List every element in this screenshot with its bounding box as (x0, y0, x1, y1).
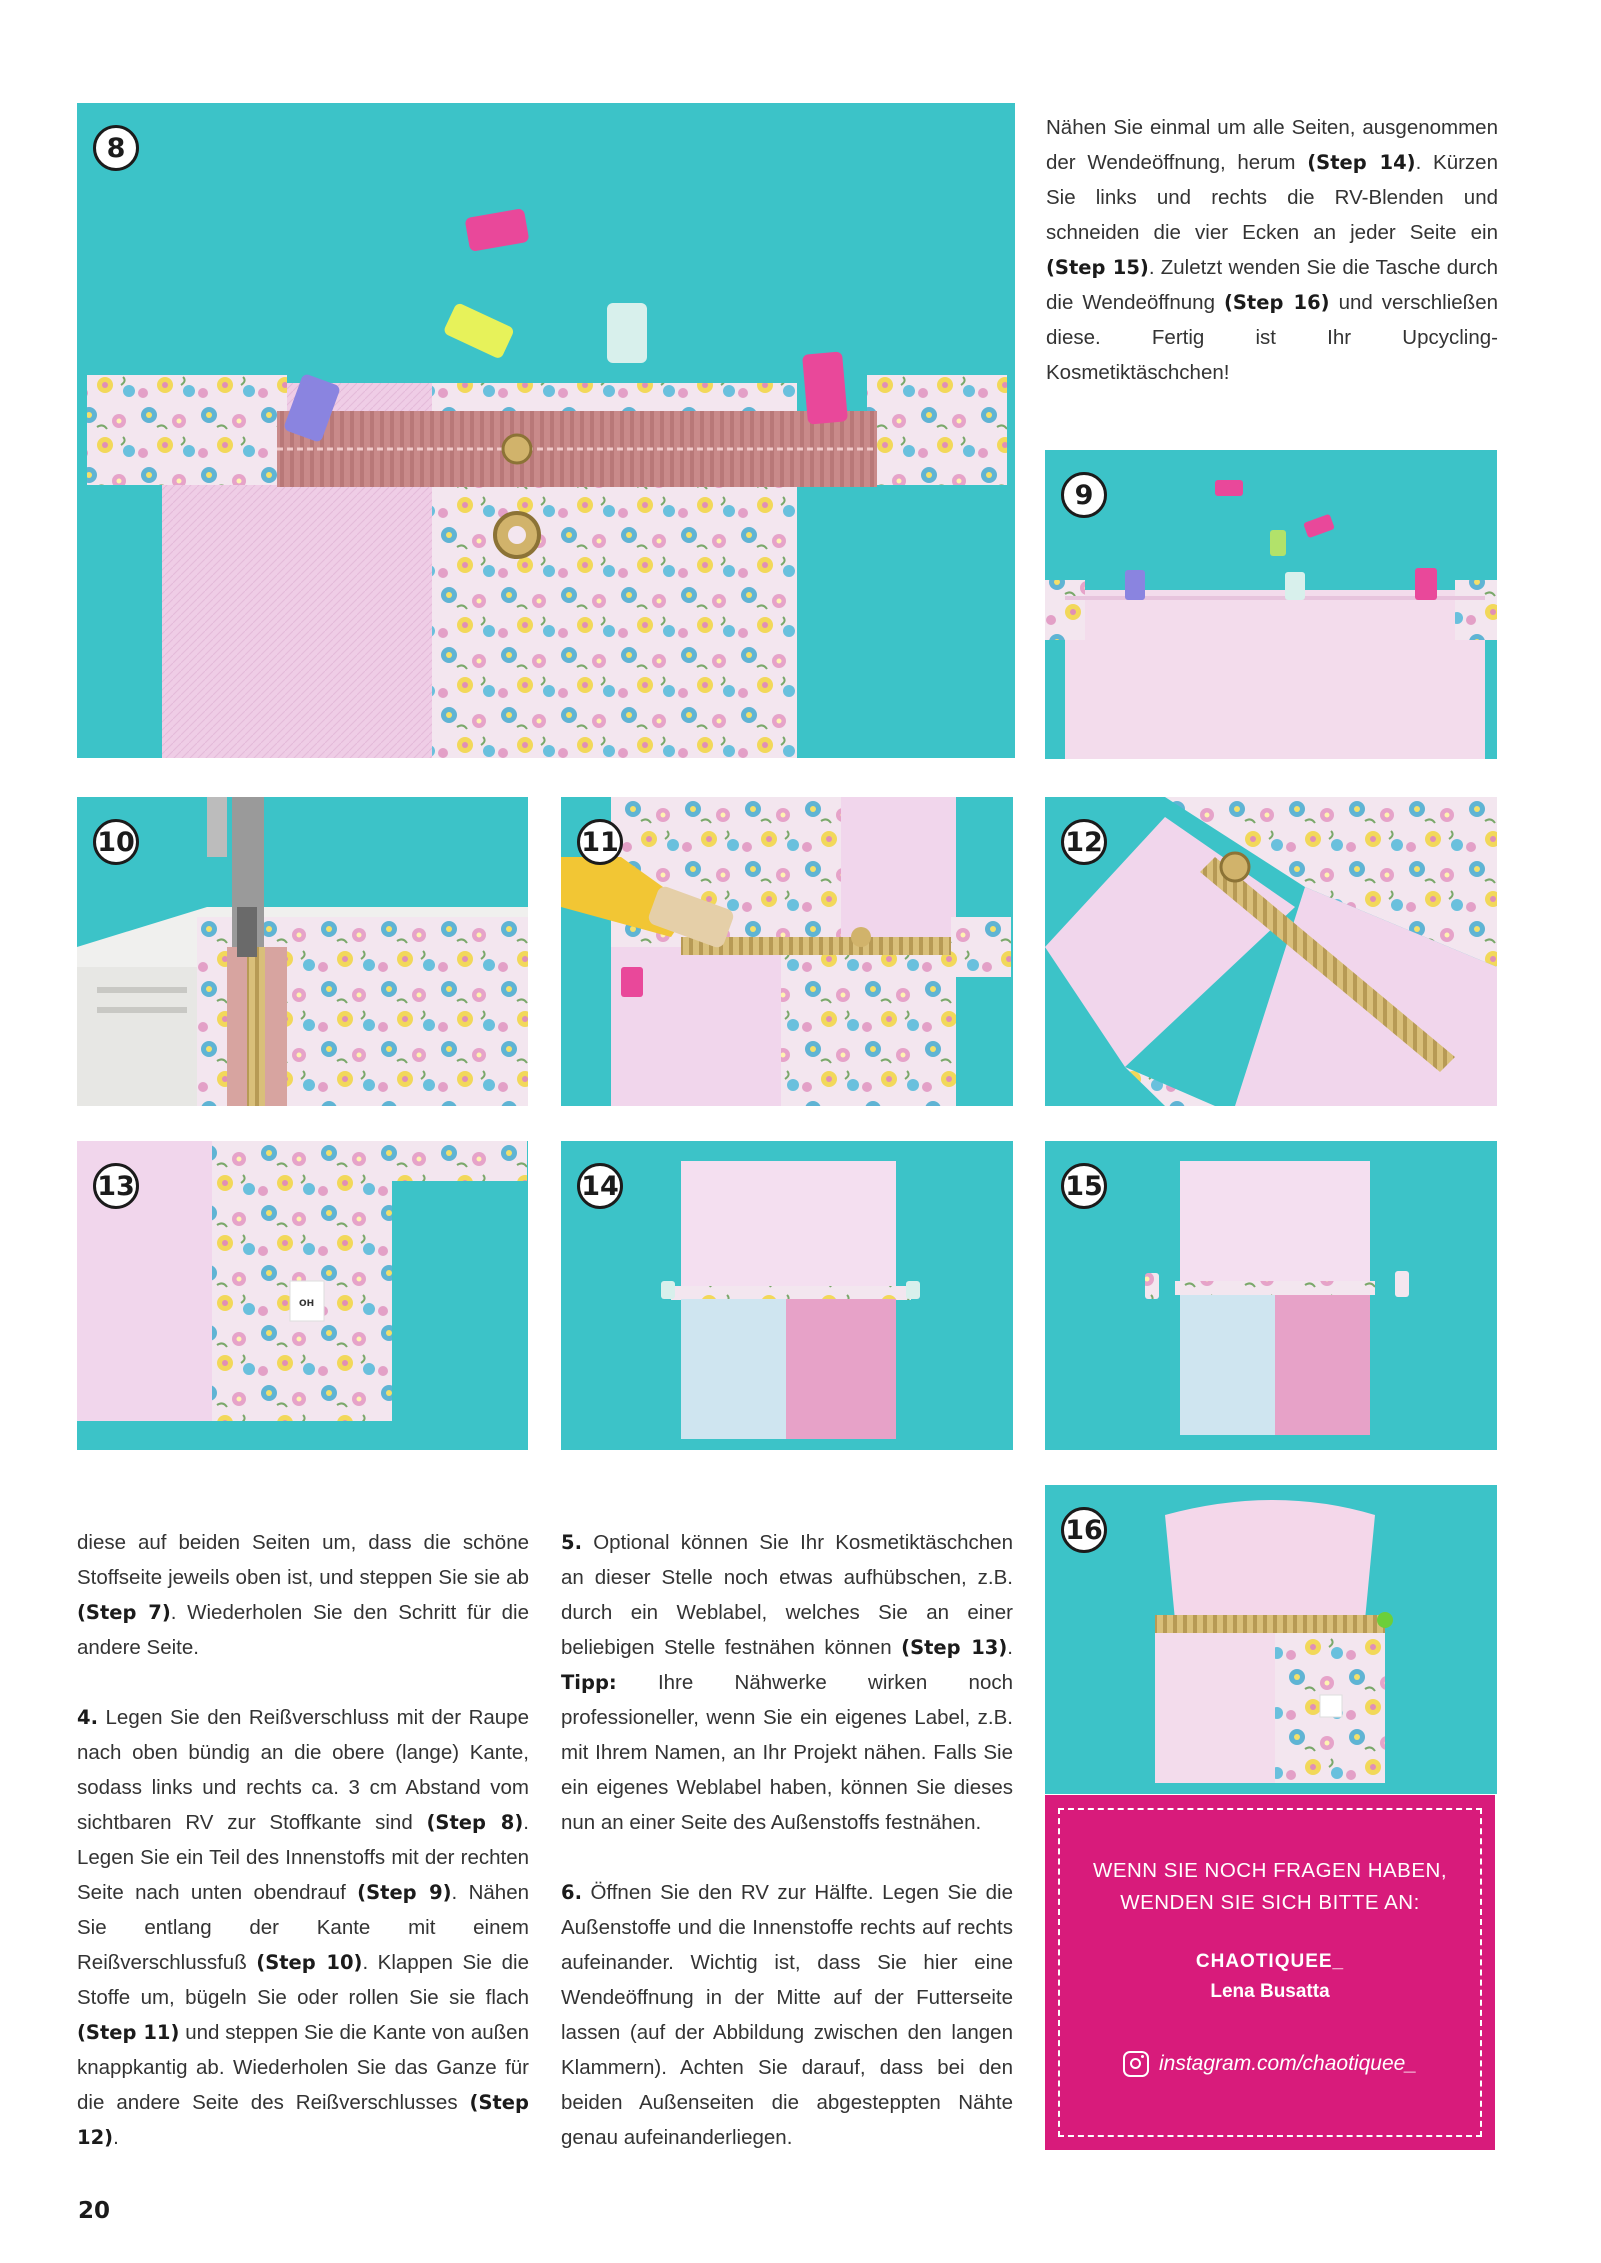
contact-handle: CHAOTIQUEE_ (1195, 1951, 1345, 1972)
right-column-text (1046, 110, 1498, 390)
step-badge: 10 (93, 819, 139, 865)
photo-step-9 (1045, 450, 1497, 759)
text-run: und steppen Sie die Kante von außen knappkantig ab. Wiederholen Sie das Ganze für die andere Seite des Reißverschlusses (77, 2021, 529, 2114)
photo-step-15-image (1045, 1141, 1497, 1450)
step-ref: (Step 10) (256, 1951, 363, 1974)
text-run: . Wiederholen Sie den Schritt für die andere Seite. (77, 1601, 530, 1659)
instagram-url: instagram.com/chaotiquee_ (1159, 2052, 1417, 2075)
step-badge: 11 (577, 819, 623, 865)
instagram-icon (1123, 2051, 1149, 2077)
photo-step-14-image (561, 1141, 1013, 1450)
text-run: . Kürzen Sie links und rechts die RV-Blenden und schneiden die vier Ecken an jeder Seite ein (1046, 151, 1498, 244)
step-badge: 8 (93, 125, 139, 171)
text-run: diese auf beiden Seiten um, dass die schöne Stoffseite jeweils oben ist, und steppen Sie sie ab (77, 1531, 529, 1589)
photo-step-10 (77, 797, 528, 1106)
paragraph (561, 1875, 1013, 2155)
photo-step-8-image (77, 103, 1015, 758)
step-ref: (Step 9) (357, 1881, 452, 1904)
step-ref: (Step 11) (77, 2021, 180, 2044)
step-number: 4. (77, 1706, 98, 1729)
text-run: . Klappen Sie die Stoffe um, bügeln Sie oder rollen Sie sie flach (77, 1951, 529, 2009)
step-number: 5. (561, 1531, 582, 1554)
step-ref: (Step 13) (901, 1636, 1008, 1659)
contact-name: Lena Busatta (1210, 1981, 1330, 2002)
photo-step-8 (77, 103, 1015, 758)
contact-box (1045, 1795, 1495, 2150)
photo-step-11-image (561, 797, 1013, 1106)
photo-step-13-image (77, 1141, 528, 1450)
paragraph (77, 1700, 529, 2155)
text-run: . (1007, 1636, 1013, 1659)
photo-step-10-image (77, 797, 528, 1106)
photo-step-15 (1045, 1141, 1497, 1450)
step-badge: 16 (1061, 1507, 1107, 1553)
photo-step-12-image (1045, 797, 1497, 1106)
step-ref: (Step 14) (1307, 151, 1416, 174)
text-run: Nähen Sie einmal um alle Seiten, ausgenommen der Wendeöffnung, herum (1046, 116, 1498, 174)
step-ref: (Step 7) (77, 1601, 171, 1624)
step-badge: 15 (1061, 1163, 1107, 1209)
contact-line: WENN SIE NOCH FRAGEN HABEN, (1092, 1859, 1448, 1882)
text-run: Öffnen Sie den RV zur Hälfte. Legen Sie die Außenstoffe und die Innenstoffe rechts auf rechts aufeinander. Wichtig ist, dass Sie hier eine Wendeöffnung in der Mitte auf der Futterseite lassen (auf der Abbildung zwischen den langen Klammern). Achten Sie darauf, dass bei den beiden Außenseiten die abgesteppten Nähte genau aufeinanderliegen. (561, 1881, 1013, 2149)
photo-step-16 (1045, 1485, 1497, 1794)
instagram-link[interactable] (1060, 2051, 1480, 2077)
photo-step-14 (561, 1141, 1013, 1450)
label-tag-text: OH (299, 1299, 315, 1309)
photo-step-11 (561, 797, 1013, 1106)
text-run: Optional können Sie Ihr Kosmetiktäschchen an dieser Stelle noch etwas aufhübschen, z.B. durch ein Weblabel, welches Sie an einer beliebigen Stelle festnähen können (561, 1531, 1013, 1659)
text-run: und verschließen diese. Fertig ist Ihr Upcycling-Kosmetiktäschchen! (1046, 291, 1498, 384)
tip-label: Tipp: (561, 1671, 617, 1694)
step-ref: (Step 16) (1223, 291, 1330, 314)
step-badge: 13 (93, 1163, 139, 1209)
step-badge: 9 (1061, 472, 1107, 518)
step-ref: (Step 8) (426, 1811, 524, 1834)
photo-step-13 (77, 1141, 528, 1450)
text-run: . Zuletzt wenden Sie die Tasche durch die Wendeöffnung (1046, 256, 1498, 314)
step-ref: (Step 12) (77, 2091, 529, 2149)
photo-step-16-image (1045, 1485, 1497, 1794)
paragraph (1046, 110, 1498, 390)
text-run: Ihre Nähwerke wirken noch professioneller, wenn Sie ein eigenes Label, z.B. mit Ihrem Namen, an Ihr Projekt nähen. Falls Sie ein eigenes Weblabel haben, können Sie dieses nun an einer Seite des Außenstoffs festnähen. (561, 1671, 1013, 1834)
step-badge: 12 (1061, 819, 1107, 865)
photo-step-9-image (1045, 450, 1497, 759)
contact-box-border (1058, 1808, 1482, 2137)
left-column-text (77, 1525, 529, 2155)
text-run: . Legen Sie ein Teil des Innenstoffs mit der rechten Seite nach unten obendrauf (77, 1811, 529, 1904)
step-badge: 14 (577, 1163, 623, 1209)
text-run: Legen Sie den Reißverschluss mit der Raupe nach oben bündig an die obere (lange) Kante, sodass links und rechts ca. 3 cm Abstand vom sichtbaren RV zur Stoffkante sind (77, 1706, 529, 1834)
middle-column-text (561, 1525, 1013, 2155)
contact-question (1060, 1855, 1480, 1919)
paragraph (561, 1525, 1013, 1840)
text-run: . Nähen Sie entlang der Kante mit einem Reißverschlussfuß (77, 1881, 529, 1974)
contact-line: WENDEN SIE SICH BITTE AN: (1120, 1891, 1420, 1914)
text-run: . (113, 2126, 119, 2149)
page-number: 20 (78, 2198, 111, 2224)
paragraph (77, 1525, 529, 1665)
step-ref: (Step 15) (1046, 256, 1149, 279)
step-number: 6. (561, 1881, 582, 1904)
photo-step-12 (1045, 797, 1497, 1106)
